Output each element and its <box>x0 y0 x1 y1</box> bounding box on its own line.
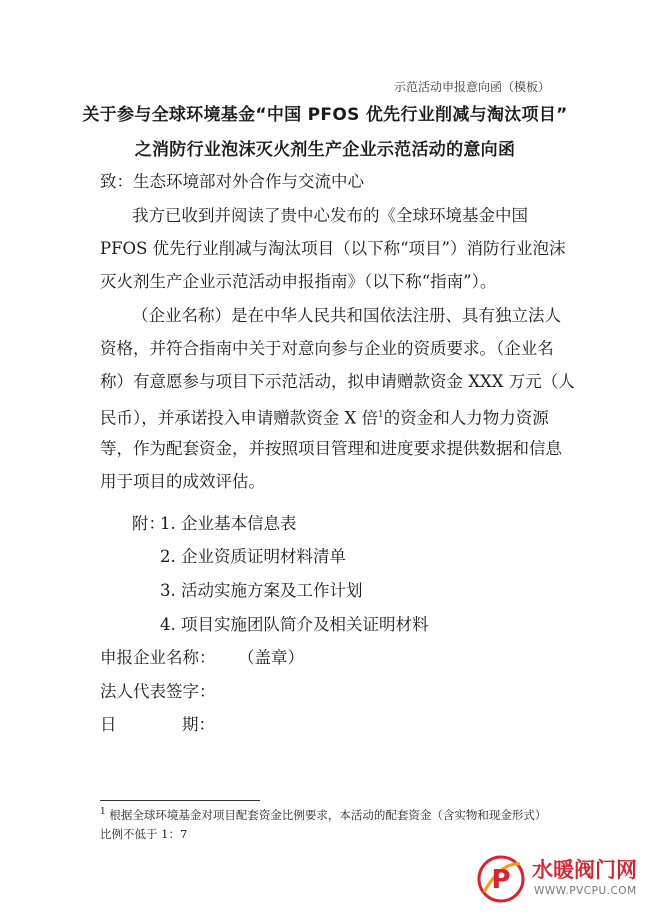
annex-label: 附： <box>132 514 165 533</box>
footnote-text-1: 根据全球环境基金对项目配套资金比例要求，本活动的配套资金（含实物和现金形式） <box>109 808 547 822</box>
company-name-label: 申报企业名称： <box>100 648 216 667</box>
paragraph-2-line-5: 等，作为配套资金，并按照项目管理和进度要求提供数据和信息 <box>100 439 562 458</box>
footnote-line-1 <box>100 807 546 823</box>
legal-rep-label: 法人代表签字： <box>100 682 216 701</box>
paragraph-2-line-1: （企业名称）是在中华人民共和国依法注册、具有独立法人 <box>132 306 561 325</box>
paragraph-1-line-2: PFOS 优先行业削减与淘汰项目（以下称“项目”）消防行业泡沫 <box>100 239 566 258</box>
title-line-1: 关于参与全球环境基金“中国 PFOS 优先行业削减与淘汰项目” <box>82 105 568 125</box>
date-label-2: 期： <box>182 715 215 734</box>
paragraph-2-line-4 <box>100 405 560 429</box>
title-line-2: 之消防行业泡沫灭火剂生产企业示范活动的意向函 <box>134 140 516 160</box>
svg-text:P: P <box>491 865 511 895</box>
footnote-line-2: 比例不低于 1：7 <box>100 827 188 841</box>
annex-item-2: 2. 企业资质证明材料清单 <box>160 547 346 566</box>
paragraph-2-line-6: 用于项目的成效评估。 <box>100 472 265 491</box>
footnote-ref: 1 <box>378 410 384 420</box>
annex-item-4: 4. 项目实施团队简介及相关证明材料 <box>160 615 429 634</box>
footnote-mark: 1 <box>100 807 106 818</box>
watermark <box>474 848 644 912</box>
salutation: 致：生态环境部对外合作与交流中心 <box>100 172 364 191</box>
date-label-1: 日 <box>100 715 117 734</box>
watermark-logo-icon <box>474 852 528 906</box>
paragraph-1-line-1: 我方已收到并阅读了贵中心发布的《全球环境基金中国 <box>132 206 528 225</box>
paragraph-2-line-4-b: 的资金和人力物力资源 <box>383 408 549 428</box>
paragraph-2-line-4-a: 民币），并承诺投入申请赠款资金 X 倍 <box>100 408 378 428</box>
annex-item-1: 1. 企业基本信息表 <box>160 514 297 533</box>
annex-item-3: 3. 活动实施方案及工作计划 <box>160 581 363 600</box>
footnote-rule <box>100 800 260 801</box>
watermark-brand: 水暖阀门网 <box>532 858 637 882</box>
paragraph-2-line-3: 称）有意愿参与项目下示范活动，拟申请赠款资金 XXX 万元（人 <box>100 372 575 391</box>
paragraph-1-line-3: 灭火剂生产企业示范活动申报指南》（以下称“指南”）。 <box>100 272 497 291</box>
paragraph-2-line-2: 资格，并符合指南中关于对意向参与企业的资质要求。（企业名 <box>100 339 554 358</box>
watermark-url: WWW.PVCPU.COM <box>534 885 637 897</box>
header-note: 示范活动申报意向函（模板） <box>393 80 550 94</box>
seal-label: （盖章） <box>238 648 304 667</box>
